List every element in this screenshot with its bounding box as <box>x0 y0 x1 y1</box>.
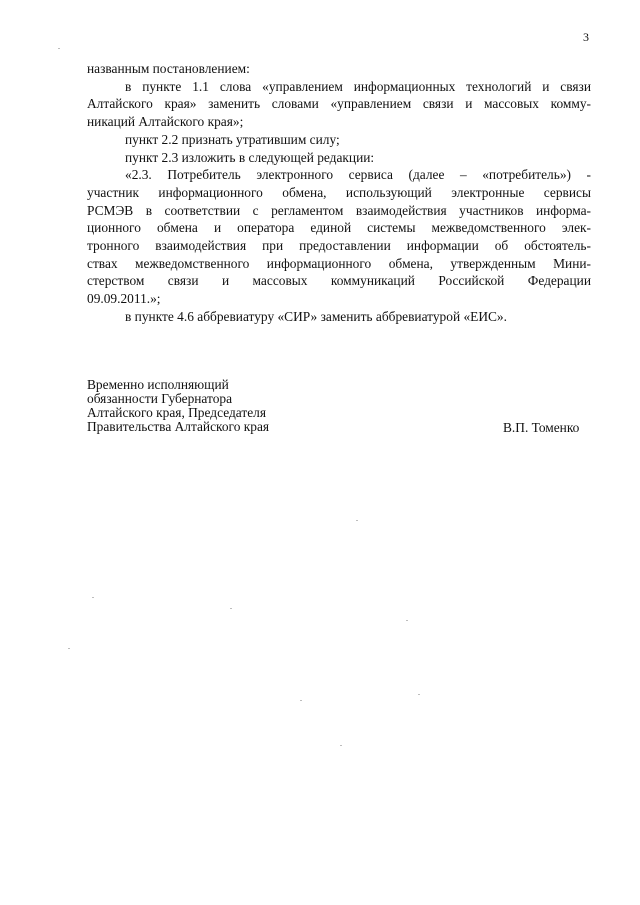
scan-speck <box>356 520 358 521</box>
text-line: в пункте 1.1 слова «управлением информационных технологий и связи <box>125 78 591 94</box>
text-line: стерством связи и массовых коммуникаций Российской Федерации <box>87 273 591 289</box>
text-line: названным постановлением: <box>87 61 250 76</box>
signer-name: В.П. Томенко <box>503 420 580 435</box>
paragraph-quote-2-3 <box>87 166 591 308</box>
text-line: ствах межведомственного информационного обмена, утвержденным Мини- <box>87 255 591 271</box>
scan-speck <box>92 597 94 598</box>
text-line: 09.09.2011.»; <box>87 291 161 307</box>
scan-speck <box>230 608 232 609</box>
paragraph-item-2-3 <box>87 149 591 167</box>
text-line: пункт 2.3 изложить в следующей редакции: <box>125 149 375 165</box>
paragraph-item-2-2 <box>87 131 591 149</box>
text-line: никаций Алтайского края»; <box>87 114 244 130</box>
document-body <box>87 60 591 326</box>
signature-block <box>87 378 269 434</box>
signature-position-line: Алтайского края, Председателя <box>87 405 267 420</box>
text-line: участник информационного обмена, использующий электронные сервисы <box>87 184 591 200</box>
text-line: РСМЭВ в соответствии с регламентом взаимодействия участников информа- <box>87 202 591 218</box>
paragraph-item-1-1 <box>87 78 591 131</box>
text-line: тронного взаимодействия при предоставлении информации об обстоятель- <box>87 238 591 254</box>
text-line: ционного обмена и оператора единой системы межведомственного элек- <box>87 220 591 236</box>
signature-position-line: обязанности Губернатора <box>87 391 233 406</box>
scan-speck <box>300 700 302 701</box>
signature-position-line: Правительства Алтайского края <box>87 419 270 434</box>
paragraph-intro <box>87 60 591 78</box>
text-line: Алтайского края» заменить словами «управлением связи и массовых комму- <box>87 96 591 112</box>
scan-speck <box>340 745 342 746</box>
paragraph-item-4-6 <box>87 308 591 326</box>
scan-speck <box>58 48 60 49</box>
page-number: 3 <box>583 30 589 44</box>
scan-speck <box>418 694 420 695</box>
signature-position-line: Временно исполняющий <box>87 377 229 392</box>
text-line: пункт 2.2 признать утратившим силу; <box>125 131 340 147</box>
scan-speck <box>68 648 70 649</box>
text-line: в пункте 4.6 аббревиатуру «СИР» заменить аббревиатурой «ЕИС». <box>125 308 507 324</box>
scan-speck <box>406 620 408 621</box>
text-line: «2.3. Потребитель электронного сервиса (далее – «потребитель») - <box>125 167 591 183</box>
